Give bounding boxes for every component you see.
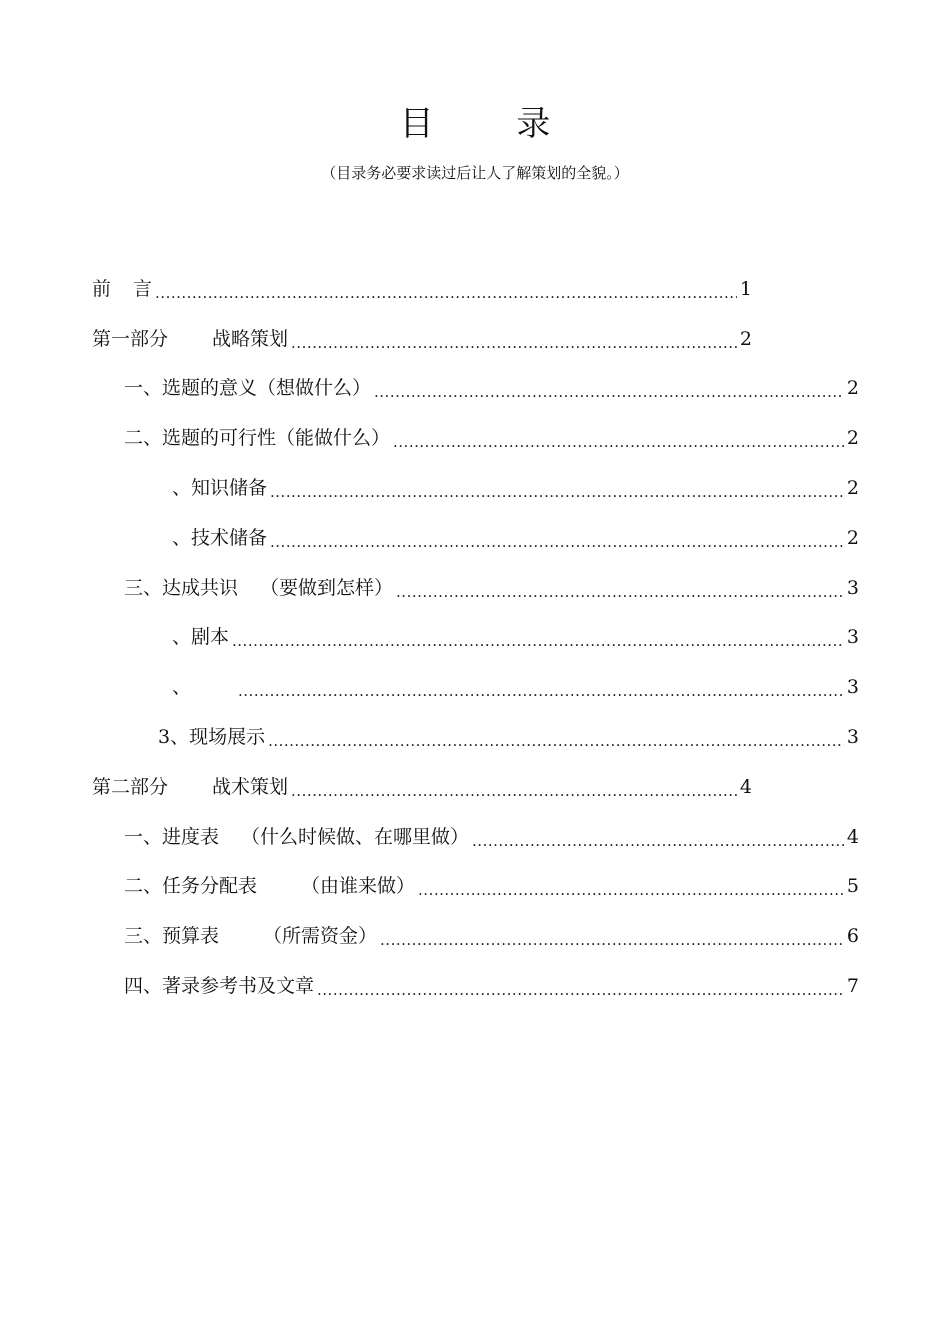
toc-leader-dots xyxy=(270,525,844,551)
toc-entry-part-one[interactable] xyxy=(0,314,752,364)
toc-leader-dots xyxy=(238,674,844,700)
toc-entry-label: 、 xyxy=(172,676,192,699)
toc-entry-label: 三、预算表 （所需资金） xyxy=(124,925,378,948)
toc-page-number: 7 xyxy=(846,975,859,998)
toc-entry-label: 、知识储备 xyxy=(172,477,268,500)
toc-entry-preface[interactable] xyxy=(0,264,752,314)
toc-entry-label: 一、进度表 （什么时候做、在哪里做） xyxy=(124,825,470,848)
toc-entry-topic-meaning[interactable] xyxy=(0,364,859,414)
toc-entry-references[interactable] xyxy=(0,961,859,1011)
toc-leader-dots xyxy=(380,923,844,949)
toc-page-number: 3 xyxy=(846,726,859,749)
toc-entry-label: 一、选题的意义（想做什么） xyxy=(124,377,372,400)
toc-page-number: 4 xyxy=(846,825,859,848)
toc-leader-dots xyxy=(268,724,844,750)
toc-entry-tech-reserve[interactable] xyxy=(0,513,859,563)
toc-entry-label: 二、选题的可行性（能做什么） xyxy=(124,427,391,450)
toc-entry-schedule[interactable] xyxy=(0,812,859,862)
toc-entry-budget[interactable] xyxy=(0,911,859,961)
toc-leader-dots xyxy=(155,276,737,302)
toc-page-number: 2 xyxy=(846,477,859,500)
toc-entry-script[interactable] xyxy=(0,613,859,663)
toc-entry-blank[interactable] xyxy=(0,662,859,712)
table-of-contents xyxy=(0,264,950,1011)
page-title: 目 录 xyxy=(399,104,587,144)
toc-page-number: 4 xyxy=(739,775,752,798)
toc-entry-label: 第一部分 战略策划 xyxy=(92,327,289,350)
toc-page-number: 5 xyxy=(846,875,859,898)
toc-page-number: 2 xyxy=(846,377,859,400)
toc-entry-task-assignment[interactable] xyxy=(0,862,859,912)
page-subtitle: （目录务必要求读过后让人了解策划的全貌。） xyxy=(321,164,629,182)
toc-page-number: 2 xyxy=(739,327,752,350)
toc-entry-label: 二、任务分配表 （由谁来做） xyxy=(124,875,416,898)
toc-entry-label: 、技术储备 xyxy=(172,526,268,549)
toc-entry-consensus[interactable] xyxy=(0,563,859,613)
toc-entry-part-two[interactable] xyxy=(0,762,752,812)
toc-leader-dots xyxy=(472,824,844,850)
toc-page-number: 3 xyxy=(846,576,859,599)
toc-leader-dots xyxy=(393,425,844,451)
toc-entry-label: 、剧本 xyxy=(172,626,230,649)
toc-entry-feasibility[interactable] xyxy=(0,413,859,463)
toc-page-number: 1 xyxy=(739,277,752,300)
toc-leader-dots xyxy=(418,873,844,899)
toc-entry-label: 第二部分 战术策划 xyxy=(92,775,289,798)
toc-leader-dots xyxy=(291,326,737,352)
toc-page-number: 6 xyxy=(846,925,859,948)
toc-entry-knowledge-reserve[interactable] xyxy=(0,463,859,513)
toc-leader-dots xyxy=(291,774,737,800)
toc-leader-dots xyxy=(317,973,844,999)
toc-leader-dots xyxy=(270,475,844,501)
toc-entry-label: 前 言 xyxy=(92,277,153,300)
toc-page-number: 3 xyxy=(846,626,859,649)
toc-entry-onsite-display[interactable] xyxy=(0,712,859,762)
toc-entry-label: 三、达成共识 （要做到怎样） xyxy=(124,576,394,599)
toc-entry-label: 3、现场展示 xyxy=(158,726,266,749)
toc-page-number: 2 xyxy=(846,427,859,450)
toc-page-number: 3 xyxy=(846,676,859,699)
toc-leader-dots xyxy=(232,624,844,650)
toc-leader-dots xyxy=(374,375,844,401)
toc-leader-dots xyxy=(396,575,844,601)
toc-entry-label: 四、著录参考书及文章 xyxy=(124,975,315,998)
toc-page-number: 2 xyxy=(846,526,859,549)
